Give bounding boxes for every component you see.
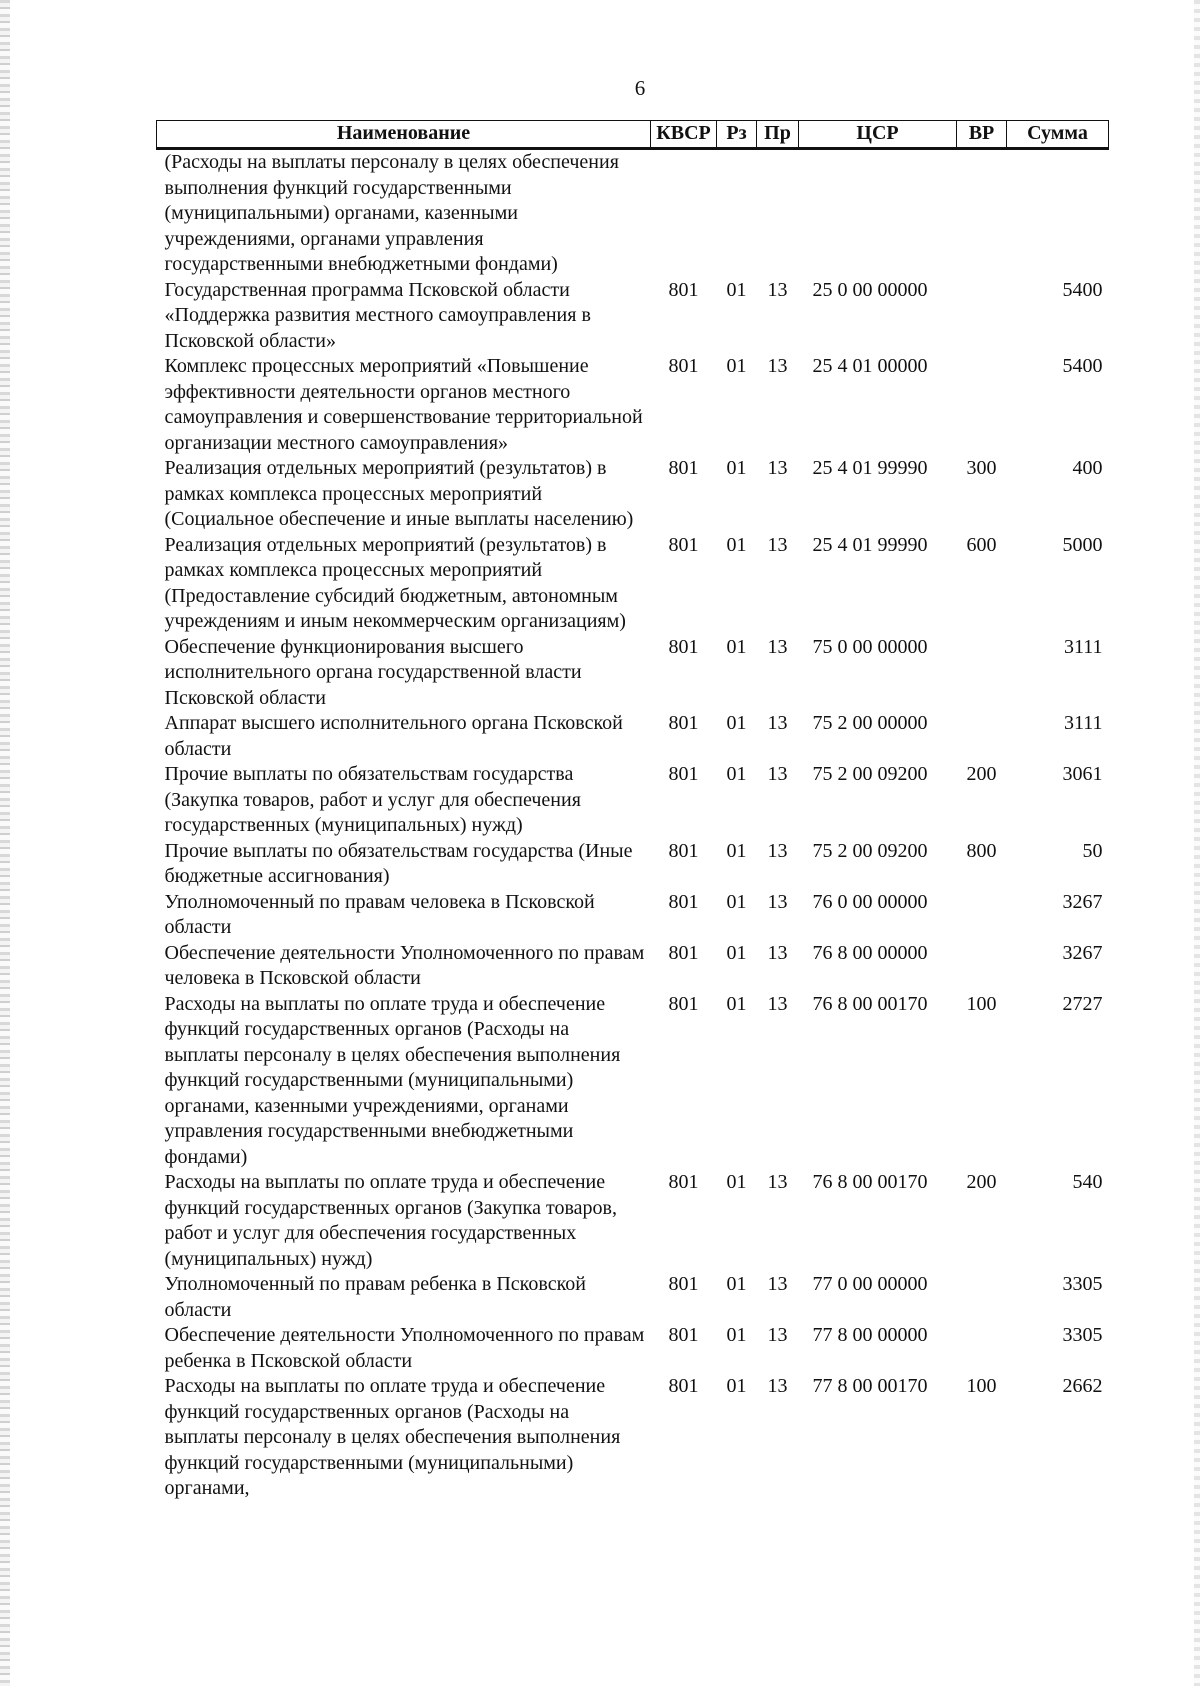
cell-rz: 01 bbox=[726, 1171, 747, 1193]
cell-kvsr: 801 bbox=[668, 278, 699, 301]
cell-kvsr: 801 bbox=[668, 533, 699, 556]
table-row bbox=[157, 762, 1109, 839]
cell-csr: 75 2 00 00000 bbox=[812, 712, 928, 734]
cell-csr: 76 8 00 00000 bbox=[812, 941, 928, 964]
cell-kvsr: 801 bbox=[668, 712, 699, 734]
table-row bbox=[157, 149, 1109, 278]
cell-pr: 13 bbox=[767, 533, 788, 556]
cell-rz: 01 bbox=[726, 1324, 747, 1346]
cell-vr bbox=[957, 711, 1007, 762]
cell-csr: 25 0 00 00000 bbox=[812, 278, 928, 301]
cell-name: Расходы на выплаты по оплате труда и обеспечение функций государственных органов (Расходы на выплаты персоналу в целях обеспечения выполнения функций государственными (муниципальными) органами, bbox=[164, 1375, 621, 1499]
cell-csr: 25 4 01 00000 bbox=[812, 355, 928, 377]
cell-name: Прочие выплаты по обязательствам государства (Закупка товаров, работ и услуг для обеспечения государственных (муниципальных) нужд) bbox=[164, 763, 581, 836]
cell-sum: 2727 bbox=[1062, 992, 1103, 1015]
table-row bbox=[157, 354, 1109, 456]
budget-table bbox=[156, 120, 1109, 1502]
cell-rz: 01 bbox=[726, 1273, 747, 1295]
cell-sum: 2662 bbox=[1062, 1375, 1103, 1397]
cell-vr bbox=[957, 278, 1007, 355]
cell-sum: 3111 bbox=[1063, 712, 1103, 734]
cell-name: Обеспечение деятельности Уполномоченного по правам ребенка в Псковской области bbox=[164, 1324, 645, 1372]
header-rz: Рз bbox=[717, 121, 757, 149]
scan-edge-left bbox=[0, 0, 10, 1686]
cell-kvsr: 801 bbox=[668, 890, 699, 913]
cell-sum: 3111 bbox=[1063, 635, 1103, 658]
cell-vr bbox=[957, 1323, 1007, 1374]
cell-vr bbox=[957, 1272, 1007, 1323]
cell-name: Уполномоченный по правам человека в Псковской области bbox=[164, 890, 595, 938]
cell-sum: 5000 bbox=[1062, 533, 1103, 556]
cell-kvsr: 801 bbox=[668, 457, 699, 479]
table-row bbox=[157, 1272, 1109, 1323]
cell-vr bbox=[957, 941, 1007, 992]
cell-kvsr: 801 bbox=[668, 1375, 699, 1397]
cell-csr: 75 2 00 09200 bbox=[812, 839, 928, 862]
table-header bbox=[157, 121, 1109, 149]
cell-sum: 5400 bbox=[1062, 278, 1103, 301]
cell-pr: 13 bbox=[767, 712, 788, 734]
cell-kvsr: 801 bbox=[668, 1273, 699, 1295]
cell-vr bbox=[957, 149, 1007, 278]
cell-name: Расходы на выплаты по оплате труда и обеспечение функций государственных органов (Закупка товаров, работ и услуг для обеспечения государственных (муниципальных) нужд) bbox=[164, 1171, 617, 1270]
header-pr: Пр bbox=[757, 121, 799, 149]
cell-rz: 01 bbox=[726, 278, 747, 301]
table-row bbox=[157, 890, 1109, 941]
cell-pr: 13 bbox=[767, 763, 788, 785]
cell-rz: 01 bbox=[726, 941, 747, 964]
cell-kvsr: 801 bbox=[668, 635, 699, 658]
cell-pr: 13 bbox=[767, 992, 788, 1015]
header-sum: Сумма bbox=[1007, 121, 1109, 149]
cell-csr: 77 0 00 00000 bbox=[812, 1273, 928, 1295]
cell-vr: 600 bbox=[966, 533, 997, 556]
table-row bbox=[157, 278, 1109, 355]
cell-pr: 13 bbox=[767, 278, 788, 301]
cell-vr bbox=[957, 890, 1007, 941]
cell-rz: 01 bbox=[726, 992, 747, 1015]
cell-csr: 75 2 00 09200 bbox=[812, 763, 928, 785]
cell-name: Реализация отдельных мероприятий (результатов) в рамках комплекса процессных мероприятий (Социальное обеспечение и иные выплаты населению) bbox=[164, 457, 634, 530]
cell-csr: 76 8 00 00170 bbox=[812, 1171, 928, 1193]
table-row bbox=[157, 1323, 1109, 1374]
cell-csr: 76 0 00 00000 bbox=[812, 890, 928, 913]
cell-sum: 3305 bbox=[1062, 1273, 1103, 1295]
cell-pr: 13 bbox=[767, 1273, 788, 1295]
cell-sum: 50 bbox=[1082, 839, 1103, 862]
cell-kvsr: 801 bbox=[668, 992, 699, 1015]
table-row bbox=[157, 839, 1109, 890]
header-kvsr: КВСР bbox=[651, 121, 717, 149]
cell-rz: 01 bbox=[726, 1375, 747, 1397]
table-row bbox=[157, 1170, 1109, 1272]
cell-rz: 01 bbox=[726, 533, 747, 556]
scan-edge-right bbox=[1194, 0, 1200, 1686]
table-row bbox=[157, 992, 1109, 1171]
cell-pr: 13 bbox=[767, 1171, 788, 1193]
cell-csr bbox=[799, 149, 957, 278]
cell-kvsr: 801 bbox=[668, 1324, 699, 1346]
cell-csr: 77 8 00 00170 bbox=[812, 1375, 928, 1397]
cell-vr: 100 bbox=[966, 992, 997, 1015]
header-csr: ЦСР bbox=[799, 121, 957, 149]
cell-sum: 3305 bbox=[1062, 1324, 1103, 1346]
header-name: Наименование bbox=[157, 121, 651, 149]
cell-rz: 01 bbox=[726, 457, 747, 479]
cell-vr bbox=[957, 635, 1007, 712]
cell-vr: 200 bbox=[966, 763, 997, 785]
cell-name: Обеспечение деятельности Уполномоченного по правам человека в Псковской области bbox=[164, 941, 645, 989]
table-row bbox=[157, 456, 1109, 533]
cell-name: Обеспечение функционирования высшего исполнительного органа государственной власти Псковской области bbox=[164, 635, 582, 709]
table-row bbox=[157, 711, 1109, 762]
cell-vr bbox=[957, 354, 1007, 456]
header-vr: ВР bbox=[957, 121, 1007, 149]
cell-pr: 13 bbox=[767, 890, 788, 913]
cell-pr: 13 bbox=[767, 355, 788, 377]
cell-kvsr: 801 bbox=[668, 941, 699, 964]
cell-vr: 300 bbox=[966, 457, 997, 479]
cell-rz: 01 bbox=[726, 635, 747, 658]
cell-vr: 200 bbox=[966, 1171, 997, 1193]
cell-name: Аппарат высшего исполнительного органа Псковской области bbox=[164, 712, 623, 760]
cell-name: Государственная программа Псковской области «Поддержка развития местного самоуправления в Псковской области» bbox=[164, 278, 591, 352]
cell-kvsr: 801 bbox=[668, 839, 699, 862]
cell-pr bbox=[757, 149, 799, 278]
cell-name: Уполномоченный по правам ребенка в Псковской области bbox=[164, 1273, 586, 1321]
cell-pr: 13 bbox=[767, 635, 788, 658]
cell-csr: 25 4 01 99990 bbox=[812, 533, 928, 556]
cell-rz: 01 bbox=[726, 839, 747, 862]
cell-name: Реализация отдельных мероприятий (результатов) в рамках комплекса процессных мероприятий (Предоставление субсидий бюджетным, автономным учреждениям и иным некоммерческим организациям) bbox=[164, 533, 626, 632]
cell-csr: 75 0 00 00000 bbox=[812, 635, 928, 658]
cell-sum: 3267 bbox=[1062, 890, 1103, 913]
table-row bbox=[157, 635, 1109, 712]
cell-sum: 400 bbox=[1072, 457, 1103, 479]
table-body bbox=[157, 149, 1109, 1502]
cell-pr: 13 bbox=[767, 1324, 788, 1346]
cell-kvsr bbox=[651, 149, 717, 278]
cell-vr: 100 bbox=[966, 1375, 997, 1397]
cell-sum: 3267 bbox=[1062, 941, 1103, 964]
cell-name: Прочие выплаты по обязательствам государства (Иные бюджетные ассигнования) bbox=[164, 839, 633, 887]
cell-vr: 800 bbox=[966, 839, 997, 862]
cell-rz: 01 bbox=[726, 712, 747, 734]
cell-pr: 13 bbox=[767, 941, 788, 964]
cell-name: (Расходы на выплаты персоналу в целях обеспечения выполнения функций государственными (муниципальными) органами, казенными учреждениями, органами управления государственными внебюджетными фондами) bbox=[164, 151, 619, 275]
cell-name: Расходы на выплаты по оплате труда и обеспечение функций государственных органов (Расходы на выплаты персоналу в целях обеспечения выполнения функций государственными (муниципальными) органами, казенными учреждениями, органами управления государственными внебюджетными фондами) bbox=[164, 992, 621, 1168]
cell-sum: 540 bbox=[1072, 1171, 1103, 1193]
table-row bbox=[157, 1374, 1109, 1502]
cell-kvsr: 801 bbox=[668, 1171, 699, 1193]
cell-rz: 01 bbox=[726, 355, 747, 377]
cell-csr: 77 8 00 00000 bbox=[812, 1324, 928, 1346]
cell-rz: 01 bbox=[726, 890, 747, 913]
cell-rz: 01 bbox=[726, 763, 747, 785]
cell-kvsr: 801 bbox=[668, 763, 699, 785]
cell-kvsr: 801 bbox=[668, 355, 699, 377]
cell-pr: 13 bbox=[767, 1375, 788, 1397]
cell-name: Комплекс процессных мероприятий «Повышение эффективности деятельности органов местного самоуправления и совершенствование территориальной организации местного самоуправления» bbox=[164, 355, 643, 454]
cell-sum: 3061 bbox=[1062, 763, 1103, 785]
page-number: 6 bbox=[634, 76, 646, 100]
header-row bbox=[157, 121, 1109, 149]
cell-rz bbox=[717, 149, 757, 278]
cell-pr: 13 bbox=[767, 839, 788, 862]
cell-csr: 25 4 01 99990 bbox=[812, 457, 928, 479]
table-row bbox=[157, 533, 1109, 635]
cell-sum: 5400 bbox=[1062, 355, 1103, 377]
cell-csr: 76 8 00 00170 bbox=[812, 992, 928, 1015]
cell-sum bbox=[1007, 149, 1109, 278]
cell-pr: 13 bbox=[767, 457, 788, 479]
table-row bbox=[157, 941, 1109, 992]
